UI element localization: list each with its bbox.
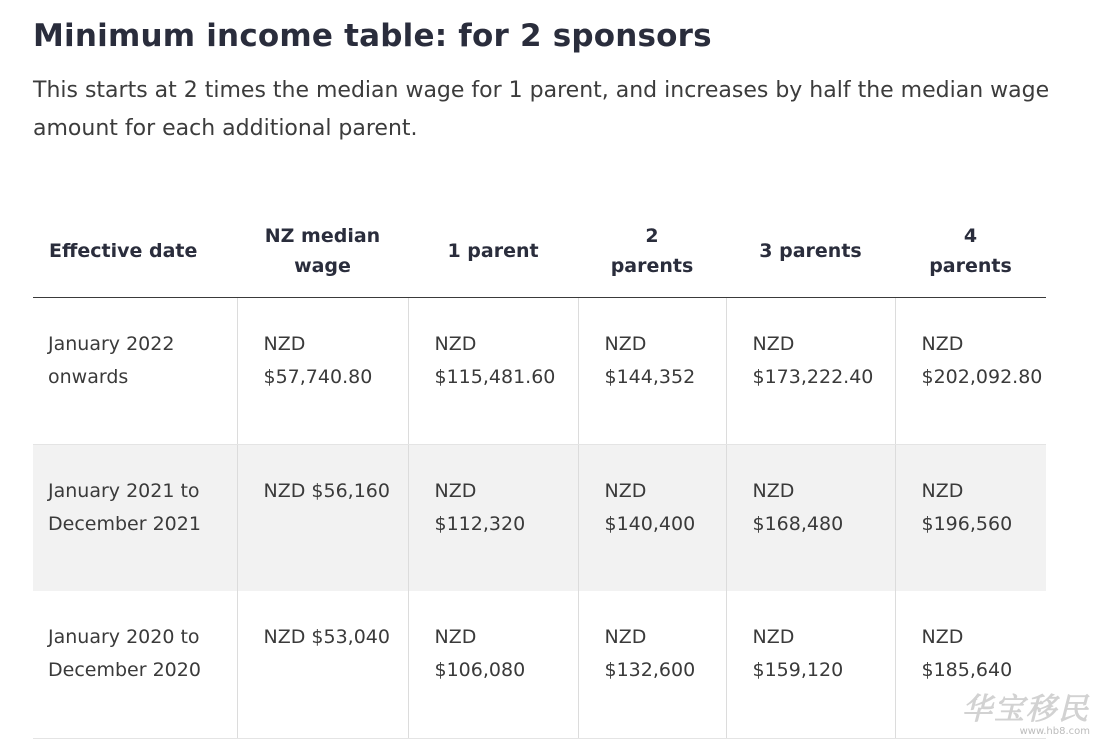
cell-amount [237, 591, 408, 738]
cell-line: January 2022 [48, 332, 175, 355]
cell-amount [578, 297, 726, 444]
cell-line: NZD [263, 332, 306, 355]
cell-line: NZD [434, 332, 477, 355]
cell-amount [578, 591, 726, 738]
table-body [33, 297, 1046, 738]
cell-amount [237, 444, 408, 591]
cell-line: December 2021 [48, 512, 201, 535]
header-line: 4 [963, 224, 978, 247]
header-3-parents [726, 205, 895, 297]
cell-line: $140,400 [604, 512, 696, 535]
cell-line: NZD $196,560 [921, 479, 1013, 535]
header-line: parents [929, 254, 1012, 277]
watermark-logo [962, 694, 1090, 738]
cell-line: onwards [48, 365, 129, 388]
cell-line: $132,600 [604, 659, 696, 681]
cell-line: $144,352 [604, 365, 696, 388]
cell-line: $202,092.80 [921, 365, 1043, 388]
header-line: parents [610, 254, 694, 277]
cell-amount [237, 297, 408, 444]
cell-amount [408, 591, 578, 738]
cell-amount [726, 297, 895, 444]
cell-line: December 2020 [48, 659, 201, 681]
cell-amount [726, 591, 895, 738]
table-row [33, 444, 1046, 591]
cell-amount [578, 444, 726, 591]
header-median-wage [237, 205, 408, 297]
cell-line: NZD [604, 332, 647, 355]
cell-line: $185,640 [921, 659, 1013, 681]
cell-line: NZD [921, 626, 964, 648]
cell-line: NZD [752, 626, 795, 648]
cell-line: NZD [921, 332, 964, 355]
watermark-text: 华宝移民 [962, 692, 1090, 727]
cell-amount [408, 297, 578, 444]
cell-line: NZD [434, 626, 477, 648]
table-header-row [33, 205, 1046, 297]
minimum-income-table [33, 205, 1046, 739]
header-line: 3 parents [759, 239, 862, 262]
header-line: wage [294, 254, 351, 277]
cell-line: NZD [752, 332, 795, 355]
cell-line: NZD [434, 479, 477, 502]
cell-line: $115,481.60 [434, 365, 556, 388]
table-row [33, 591, 1046, 738]
cell-line: $173,222.40 [752, 365, 874, 388]
header-effective-date [33, 205, 237, 297]
cell-line: $57,740.80 [263, 365, 373, 388]
cell-line: January 2021 to [48, 479, 200, 502]
cell-line: NZD $56,160 [263, 479, 390, 502]
cell-effective-date [33, 444, 237, 591]
header-1-parent [408, 205, 578, 297]
cell-effective-date [33, 297, 237, 444]
cell-line: $112,320 [434, 512, 526, 535]
table-row [33, 297, 1046, 444]
header-2-parents [578, 205, 726, 297]
header-line: 2 [645, 224, 659, 247]
watermark-url: www.hb8.com [1019, 726, 1090, 737]
header-line: Effective date [49, 239, 198, 262]
cell-line: NZD [604, 626, 647, 648]
cell-amount [408, 444, 578, 591]
cell-amount [726, 444, 895, 591]
header-4-parents [895, 205, 1046, 297]
header-line: 1 parent [447, 239, 539, 262]
header-line: NZ median [264, 224, 381, 247]
cell-line: January 2020 to [48, 626, 200, 648]
cell-line: NZD [604, 479, 647, 502]
cell-line: $168,480 [752, 512, 844, 535]
cell-amount [895, 297, 1046, 444]
cell-line: NZD $53,040 [263, 626, 390, 648]
page-title: Minimum income table: for 2 sponsors [33, 18, 712, 54]
cell-amount [895, 444, 1046, 591]
cell-line: $159,120 [752, 659, 844, 681]
intro-paragraph: This starts at 2 times the median wage for 1 parent, and increases by half the median wage amount for each additional parent. [33, 78, 1050, 141]
cell-line: $106,080 [434, 659, 526, 681]
cell-line: NZD [752, 479, 795, 502]
cell-effective-date [33, 591, 237, 738]
